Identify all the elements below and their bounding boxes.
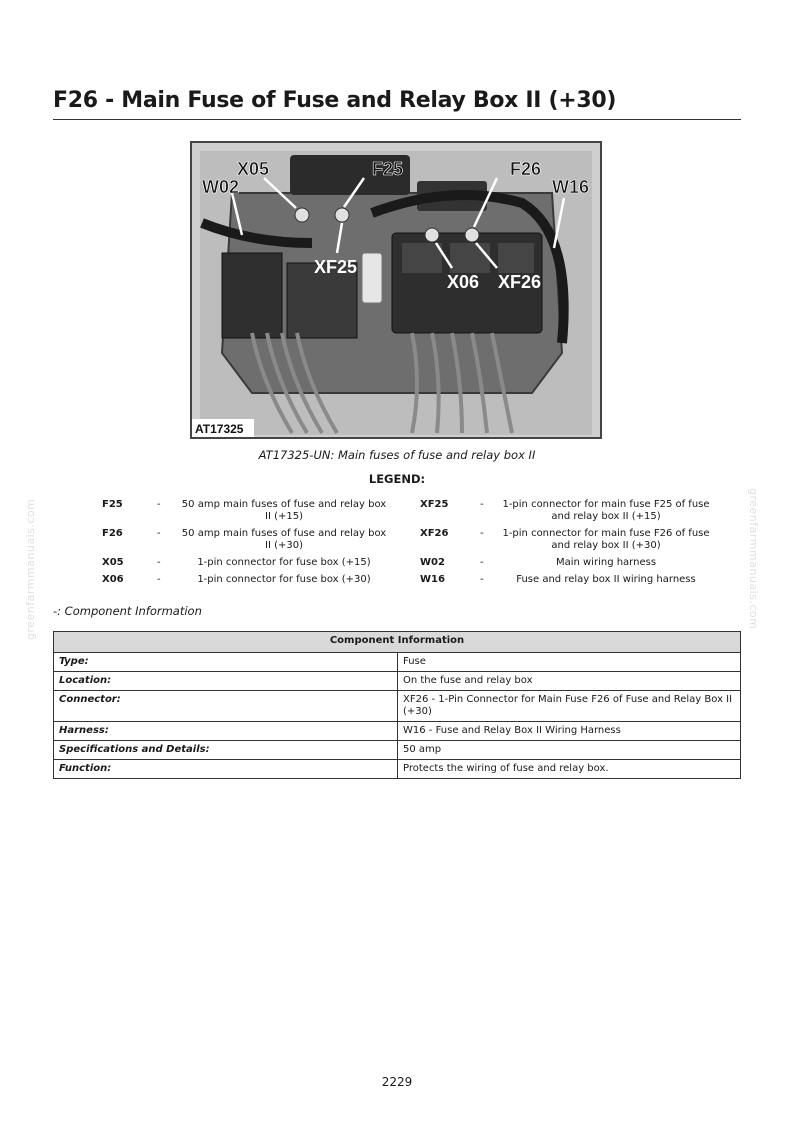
table-row	[54, 672, 741, 691]
legend-dash: -	[157, 499, 161, 510]
table-row	[54, 691, 741, 722]
legend-desc: 50 amp main fuses of fuse and relay box II (+30)	[181, 528, 387, 551]
component-info-note: -: Component Information	[53, 604, 202, 618]
page-number: 2229	[381, 1075, 413, 1089]
row-label: Connector:	[54, 691, 398, 722]
component-info-table	[53, 631, 741, 779]
legend-code: X06	[102, 574, 124, 585]
callout-x05: X05	[237, 159, 270, 179]
legend-code: X05	[102, 557, 124, 568]
legend-code: F25	[102, 499, 123, 510]
legend-code: W02	[420, 557, 445, 568]
legend-dash: -	[157, 528, 161, 539]
row-label: Specifications and Details:	[54, 741, 398, 760]
legend-dash: -	[480, 574, 484, 585]
legend-desc: Fuse and relay box II wiring harness	[516, 574, 696, 585]
legend-dash: -	[157, 557, 161, 568]
watermark-left: greenfarmmanuals.com	[24, 498, 37, 640]
figure-caption: AT17325-UN: Main fuses of fuse and relay box II	[258, 448, 536, 462]
legend-desc: 1-pin connector for fuse box (+15)	[197, 557, 371, 568]
legend-desc: Main wiring harness	[555, 557, 657, 568]
callout-w02: W02	[202, 177, 240, 197]
row-value: W16 - Fuse and Relay Box II Wiring Harness	[398, 722, 741, 741]
table-row	[54, 741, 741, 760]
legend-dash: -	[480, 499, 484, 510]
callout-xf26: XF26	[498, 272, 542, 292]
legend-code: W16	[420, 574, 445, 585]
callout-f25: F25	[372, 159, 404, 179]
legend-title: LEGEND:	[368, 472, 426, 486]
table-row	[54, 653, 741, 672]
legend-code: XF25	[420, 499, 449, 510]
legend-desc: 50 amp main fuses of fuse and relay box II (+15)	[181, 499, 387, 522]
row-value: XF26 - 1-Pin Connector for Main Fuse F26 of Fuse and Relay Box II (+30)	[398, 691, 741, 722]
row-value: Fuse	[398, 653, 741, 672]
page-title: F26 - Main Fuse of Fuse and Relay Box II (+30)	[53, 88, 741, 120]
table-row	[54, 760, 741, 779]
legend-desc: 1-pin connector for main fuse F25 of fuse and relay box II (+15)	[502, 499, 710, 522]
table-header: Component Information	[54, 632, 741, 653]
callout-f26: F26	[510, 159, 542, 179]
callout-w16: W16	[552, 177, 590, 197]
row-value: On the fuse and relay box	[398, 672, 741, 691]
legend-dash: -	[157, 574, 161, 585]
row-value: 50 amp	[398, 741, 741, 760]
legend-desc: 1-pin connector for fuse box (+30)	[197, 574, 371, 585]
row-value: Protects the wiring of fuse and relay box.	[398, 760, 741, 779]
callout-xf25: XF25	[314, 257, 358, 277]
row-label: Harness:	[54, 722, 398, 741]
image-id-label: AT17325	[195, 422, 244, 436]
fuse-box-photo	[190, 141, 602, 439]
row-label: Function:	[54, 760, 398, 779]
table-row	[54, 722, 741, 741]
row-label: Type:	[54, 653, 398, 672]
legend-dash: -	[480, 557, 484, 568]
row-label: Location:	[54, 672, 398, 691]
legend-code: F26	[102, 528, 123, 539]
legend-code: XF26	[420, 528, 449, 539]
legend-desc: 1-pin connector for main fuse F26 of fuse and relay box II (+30)	[502, 528, 710, 551]
legend-dash: -	[480, 528, 484, 539]
fuse-box-illustration	[192, 143, 600, 437]
watermark-right: greenfarmmanuals.com	[747, 488, 760, 630]
callout-x06: X06	[447, 272, 480, 292]
